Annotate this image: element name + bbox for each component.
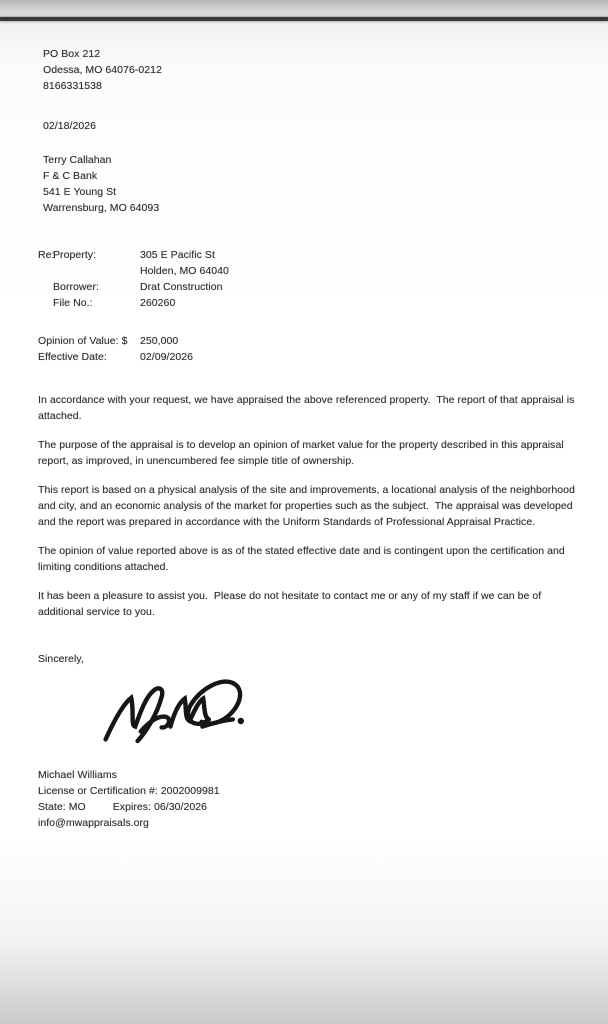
signer-license: License or Certification #: 2002009981 <box>38 785 220 797</box>
letter-paragraph-2: The purpose of the appraisal is to develop an opinion of market value for the property described in this appraisal report, as improved, in unencumbered fee simple title of ownership. <box>38 439 567 467</box>
signer-state-row <box>38 799 578 815</box>
sender-address <box>43 46 578 94</box>
recipient-company: F & C Bank <box>43 170 98 182</box>
property-address-line2: Holden, MO 64040 <box>140 265 229 277</box>
opinion-of-value-label: Opinion of Value: $ <box>38 335 128 347</box>
letter-body <box>38 392 578 620</box>
effective-date-label: Effective Date: <box>38 351 107 363</box>
sender-city-line: Odessa, MO 64076-0212 <box>43 64 162 76</box>
re-borrower-value: Drat Construction <box>140 281 223 293</box>
paper-top-edge-line <box>0 17 608 21</box>
signature-icon <box>96 669 248 749</box>
photo-top-band <box>0 0 608 17</box>
letter-paragraph-1: In accordance with your request, we have appraised the above referenced property. The report of that appraisal is attached. <box>38 394 578 422</box>
letter-paragraph-4: The opinion of value reported above is as of the stated effective date and is contingent upon the certification and limiting conditions attached. <box>38 545 568 573</box>
signer-expires: Expires: 06/30/2026 <box>112 801 208 813</box>
signer-name: Michael Williams <box>38 769 117 781</box>
handwritten-signature-image <box>96 669 578 751</box>
re-prefix-label: Re: <box>38 249 55 261</box>
re-fileno-value: 260260 <box>140 297 176 309</box>
sender-po-box: PO Box 212 <box>43 48 101 60</box>
recipient-address <box>43 152 578 216</box>
letter-paragraph-5: It has been a pleasure to assist you. Please do not hesitate to contact me or any of my staff if we can be of additional service to you. <box>38 590 545 618</box>
recipient-name: Terry Callahan <box>43 154 112 166</box>
opinion-value-block <box>38 333 578 365</box>
recipient-street: 541 E Young St <box>43 186 117 198</box>
sender-phone: 8166331538 <box>43 80 102 92</box>
letter-date: 02/18/2026 <box>43 120 97 132</box>
property-address-line1: 305 E Pacific St <box>140 249 215 261</box>
signature-block <box>38 767 578 831</box>
re-block <box>38 247 578 311</box>
effective-date-value: 02/09/2026 <box>140 351 194 363</box>
letter-page <box>38 22 578 831</box>
re-property-label: Property: <box>53 249 97 261</box>
opinion-of-value-amount: 250,000 <box>140 335 179 347</box>
re-fileno-label: File No.: <box>53 297 93 309</box>
closing-sincerely: Sincerely, <box>38 653 84 665</box>
letter-paragraph-3: This report is based on a physical analysis of the site and improvements, a locational analysis of the neighborhood and city, and an economic analysis of the market for properties such as the subject. The appraisal was developed and the report was prepared in accordance with the Uniform Standards of Professional Appraisal Practice. <box>38 484 578 528</box>
recipient-city-line: Warrensburg, MO 64093 <box>43 202 160 214</box>
re-property-value <box>140 247 578 279</box>
signer-email: info@mwappraisals.org <box>38 817 149 829</box>
re-borrower-label: Borrower: <box>53 281 99 293</box>
signer-state: State: MO <box>38 801 86 813</box>
